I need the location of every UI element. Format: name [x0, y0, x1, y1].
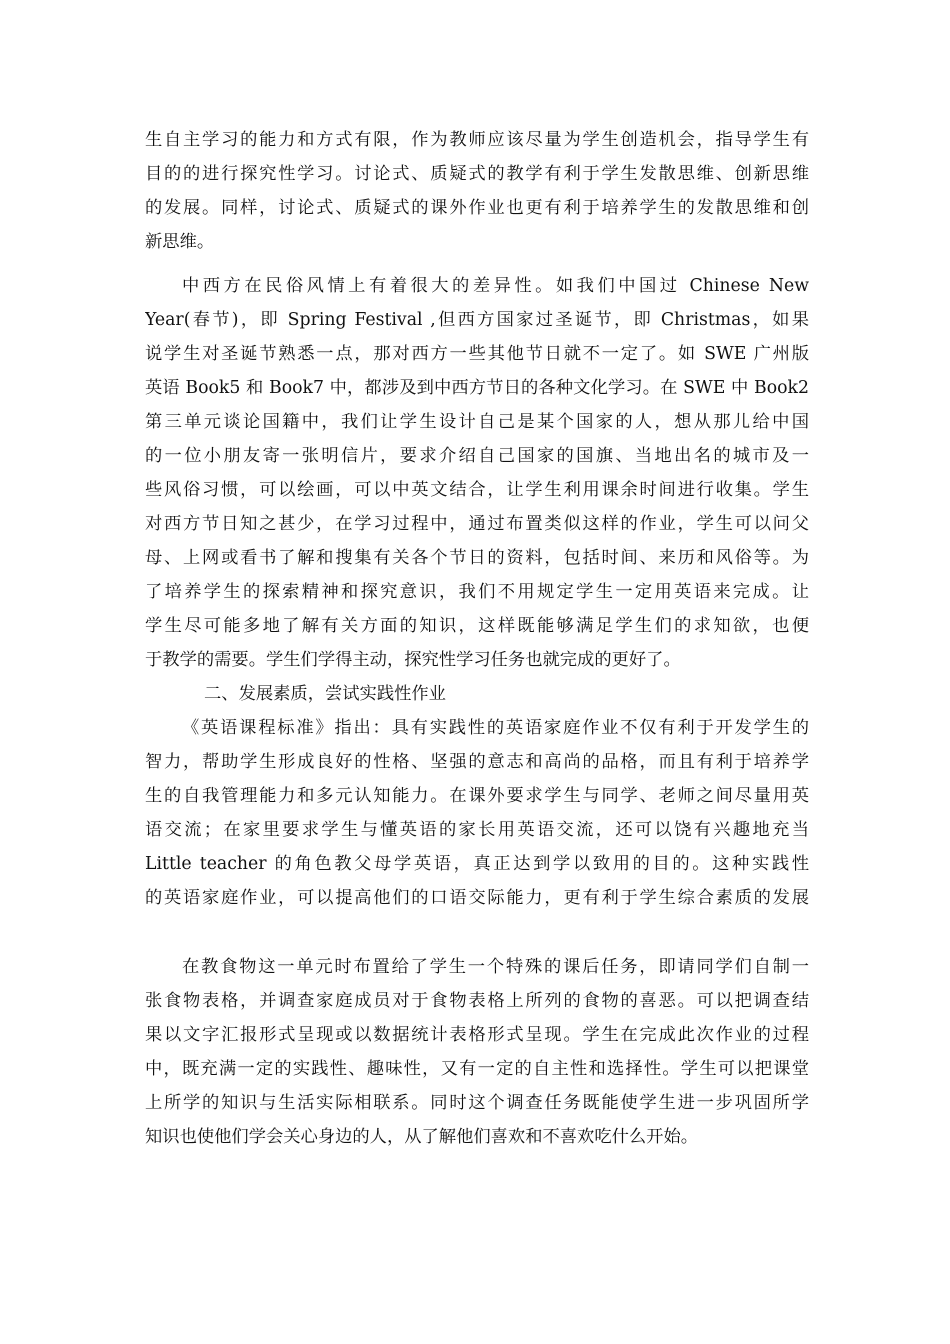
paragraph-1-line-3: 的发展。同样，讨论式、质疑式的课外作业也更有利于培养学生的发散思维和创 — [145, 198, 809, 218]
paragraph-4-line-4: 中，既充满一定的实践性、趣味性，又有一定的自主性和选择性。学生可以把课堂 — [145, 1059, 809, 1079]
paragraph-1-line-1: 生自主学习的能力和方式有限，作为教师应该尽量为学生创造机会，指导学生有 — [145, 130, 809, 150]
paragraph-2-line-9: 母、上网或看书了解和搜集有关各个节日的资料，包括时间、来历和风俗等。为 — [145, 548, 809, 568]
paragraph-2-line-2: Year(春节)，即 Spring Festival ,但西方国家过圣诞节，即 Christmas，如果 — [145, 310, 809, 330]
paragraph-3-line-1: 《英语课程标准》指出：具有实践性的英语家庭作业不仅有利于开发学生的 — [182, 718, 809, 738]
paragraph-4-line-1: 在教食物这一单元时布置给了学生一个特殊的课后任务，即请同学们自制一 — [182, 957, 809, 977]
section-heading: 二、发展素质，尝试实践性作业 — [204, 684, 446, 704]
paragraph-2-line-4: 英语 Book5 和 Book7 中，都涉及到中西方节日的各种文化学习。在 SWE 中 Book2 — [145, 378, 809, 398]
paragraph-3-line-6: 的英语家庭作业，可以提高他们的口语交际能力，更有利于学生综合素质的发展 — [145, 888, 809, 908]
paragraph-3-line-5: Little teacher 的角色教父母学英语，真正达到学以致用的目的。这种实践性 — [145, 854, 809, 874]
paragraph-4-line-6: 知识也使他们学会关心身边的人，从了解他们喜欢和不喜欢吃什么开始。 — [145, 1127, 699, 1147]
paragraph-2-line-10: 了培养学生的探索精神和探究意识，我们不用规定学生一定用英语来完成。让 — [145, 582, 809, 602]
paragraph-2-line-7: 些风俗习惯，可以绘画，可以中英文结合，让学生利用课余时间进行收集。学生 — [145, 480, 809, 500]
paragraph-4-line-3: 果以文字汇报形式呈现或以数据统计表格形式呈现。学生在完成此次作业的过程 — [145, 1025, 809, 1045]
paragraph-4-line-2: 张食物表格，并调查家庭成员对于食物表格上所列的食物的喜恶。可以把调查结 — [145, 991, 809, 1011]
paragraph-2-line-6: 的一位小朋友寄一张明信片，要求介绍自己国家的国旗、当地出名的城市及一 — [145, 446, 809, 466]
paragraph-1-line-2: 目的的进行探究性学习。讨论式、质疑式的教学有利于学生发散思维、创新思维 — [145, 164, 809, 184]
paragraph-2-line-11: 学生尽可能多地了解有关方面的知识，这样既能够满足学生们的求知欲，也便 — [145, 616, 809, 636]
paragraph-3-line-2: 智力，帮助学生形成良好的性格、坚强的意志和高尚的品格，而且有利于培养学 — [145, 752, 809, 772]
paragraph-3-line-3: 生的自我管理能力和多元认知能力。在课外要求学生与同学、老师之间尽量用英 — [145, 786, 809, 806]
paragraph-2-line-1: 中西方在民俗风情上有着很大的差异性。如我们中国过 Chinese New — [182, 276, 809, 296]
paragraph-3-line-4: 语交流；在家里要求学生与懂英语的家长用英语交流，还可以饶有兴趣地充当 — [145, 820, 809, 840]
paragraph-2-line-3: 说学生对圣诞节熟悉一点，那对西方一些其他节日就不一定了。如 SWE 广州版 — [145, 344, 809, 364]
paragraph-4-line-5: 上所学的知识与生活实际相联系。同时这个调查任务既能使学生进一步巩固所学 — [145, 1093, 809, 1113]
paragraph-1-line-4: 新思维。 — [145, 232, 215, 252]
paragraph-2-line-12: 于教学的需要。学生们学得主动，探究性学习任务也就完成的更好了。 — [145, 650, 681, 670]
paragraph-2-line-5: 第三单元谈论国籍中，我们让学生设计自己是某个国家的人，想从那儿给中国 — [145, 412, 809, 432]
paragraph-2-line-8: 对西方节日知之甚少，在学习过程中，通过布置类似这样的作业，学生可以问父 — [145, 514, 809, 534]
